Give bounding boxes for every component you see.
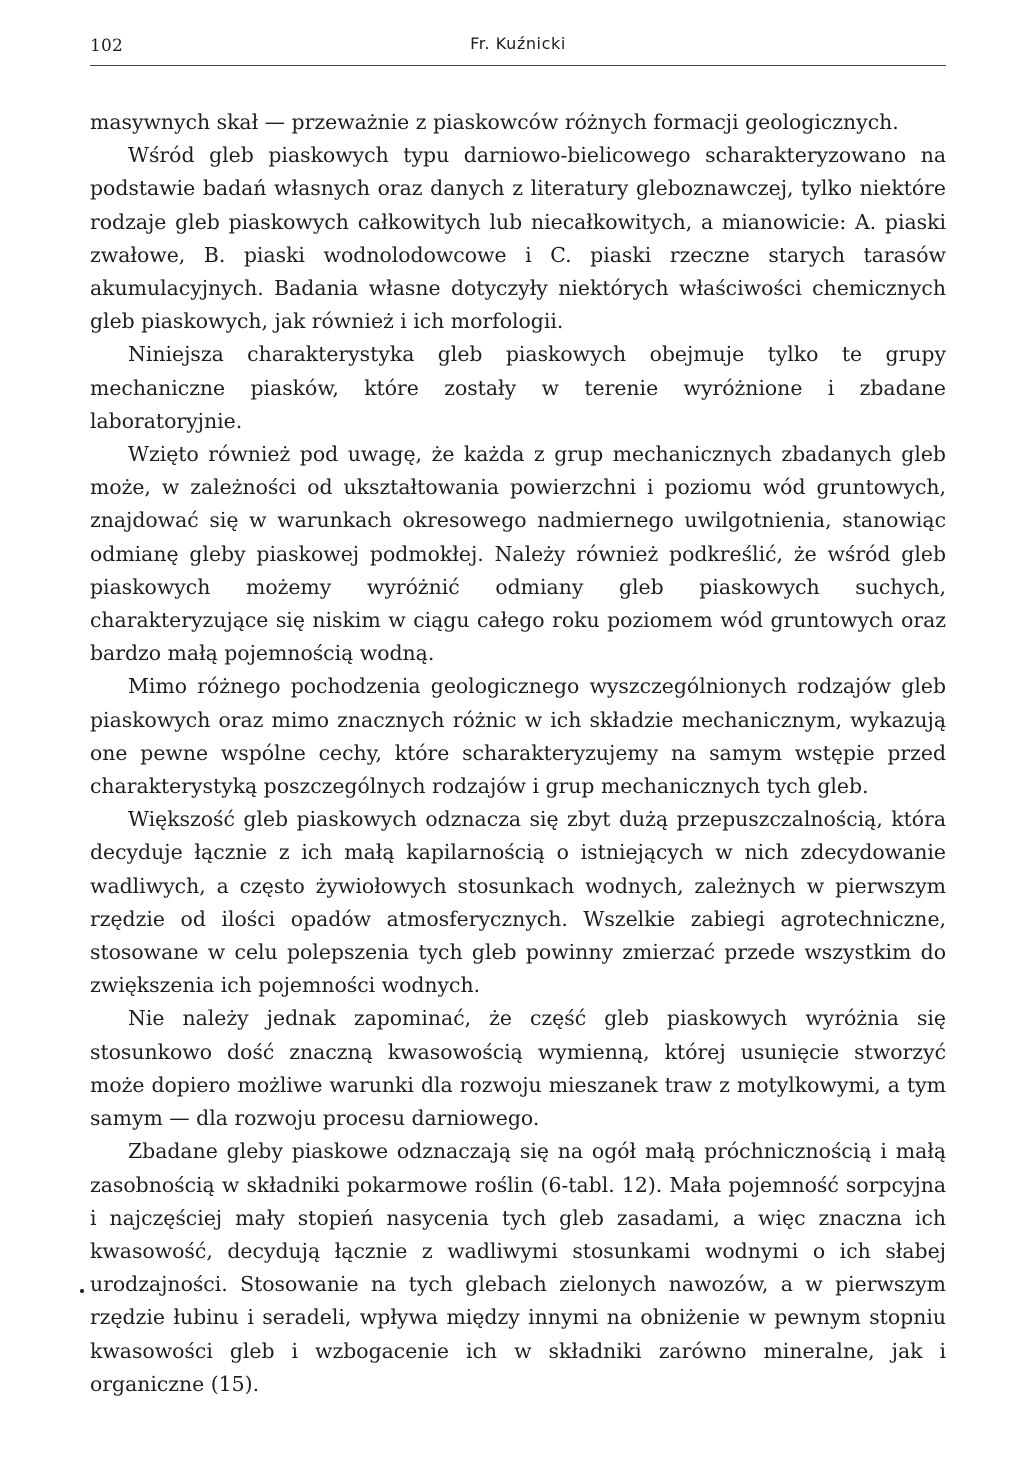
paragraph: Wśród gleb piaskowych typu darniowo-bielicowego scharakteryzowano na podstawie badań własnych oraz danych z literatury gleboznawczej, tylko niektóre rodzaje gleb piaskowych całkowitych lub niecałkowitych, a mianowicie: A. piaski zwałowe, B. piaski wodnolodowcowe i C. piaski rzeczne starych tarasów akumulacyjnych. Badania własne dotyczyły niektórych właściwości chemicznych gleb piaskowych, jak również i ich morfologii. bbox=[90, 143, 946, 334]
paragraph: Mimo różnego pochodzenia geologicznego wyszczególnionych rodzajów gleb piaskowych oraz mimo znacznych różnic w ich składzie mechanicznym, wykazują one pewne wspólne cechy, które scharakteryzujemy na samym wstępie przed charakterystyką poszczególnych rodzajów i grup mechanicznych tych gleb. bbox=[90, 674, 946, 799]
paragraph: Niniejsza charakterystyka gleb piaskowych obejmuje tylko te grupy mechaniczne piasków, które zostały w terenie wyróżnione i zbadane laboratoryjnie. bbox=[90, 342, 946, 433]
paragraph: Większość gleb piaskowych odznacza się zbyt dużą przepuszczalnością, która decyduje łącznie z ich małą kapilarnością o istniejących w nich zdecydowanie wadliwych, a często żywiołowych stosunkach wodnych, zależnych w pierwszym rzędzie od ilości opadów atmosferycznych. Wszelkie zabiegi agrotechniczne, stosowane w celu polepszenia tych gleb powinny zmierzać przede wszystkim do zwiększenia ich pojemności wodnych. bbox=[90, 807, 946, 998]
page bbox=[90, 26, 946, 1436]
paragraph: Wzięto również pod uwagę, że każda z grup mechanicznych zbadanych gleb może, w zależności od ukształtowania powierzchni i poziomu wód gruntowych, znajdować się w warunkach okresowego nadmiernego uwilgotnienia, stanowiąc odmianę gleby piaskowej podmokłej. Należy również podkreślić, że wśród gleb piaskowych możemy wyróżnić odmiany gleb piaskowych suchych, charakteryzujące się niskim w ciągu całego roku poziomem wód gruntowych oraz bardzo małą pojemnością wodną. bbox=[90, 442, 946, 666]
page-number: 102 bbox=[90, 36, 124, 56]
margin-mark bbox=[80, 1289, 84, 1293]
paragraph-continuation: masywnych skał — przeważnie z piaskowców różnych formacji geologicznych. bbox=[90, 110, 899, 134]
page-header bbox=[90, 26, 946, 62]
body-text bbox=[90, 106, 946, 1401]
paragraph: Zbadane gleby piaskowe odznaczają się na ogół małą próchnicznością i małą zasobnością w składniki pokarmowe roślin (6-tabl. 12). Mała pojemność sorpcyjna i najczęściej mały stopień nasycenia tych gleb zasadami, a więc znaczna ich kwasowość, decydują łącznie z wadliwymi stosunkami wodnymi o ich słabej urodzajności. Stosowanie na tych glebach zielonych nawozów, a w pierwszym rzędzie łubinu i seradeli, wpływa między innymi na obniżenie w pewnym stopniu kwasowości gleb i wzbogacenie ich w składniki zarówno mineralne, jak i organiczne (15). bbox=[90, 1139, 946, 1396]
running-head: Fr. Kuźnicki bbox=[470, 34, 566, 53]
header-rule bbox=[90, 65, 946, 66]
paragraph: Nie należy jednak zapominać, że część gleb piaskowych wyróżnia się stosunkowo dość znaczną kwasowością wymienną, której usunięcie stworzyć może dopiero możliwe warunki dla rozwoju mieszanek traw z motylkowymi, a tym samym — dla rozwoju procesu darniowego. bbox=[90, 1006, 946, 1131]
